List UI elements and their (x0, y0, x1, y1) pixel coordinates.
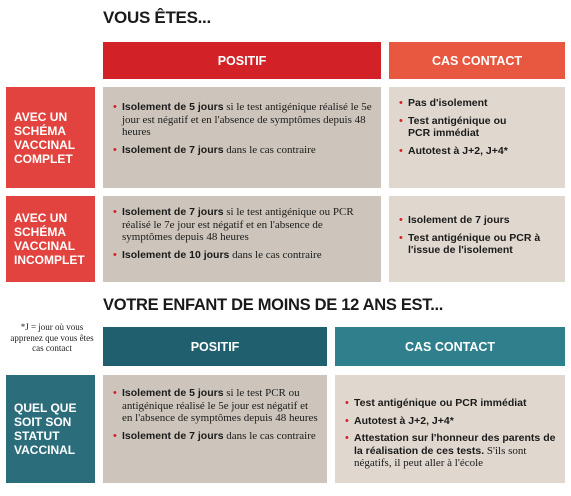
list-item: • Test antigénique ou PCR à l'issue de l'isolement (399, 232, 557, 257)
cell-positif-complet (103, 87, 381, 188)
row-label-line: STATUT (14, 429, 60, 443)
row-label-statut (6, 375, 95, 483)
list-item: • Isolement de 7 jours (399, 214, 557, 227)
row-label-line: VACCINAL (14, 137, 76, 152)
header-cas-contact-2: CAS CONTACT (335, 327, 565, 366)
header-positif-1: POSITIF (103, 42, 381, 79)
cell-contact-complet (389, 87, 565, 188)
cell-positif-incomplet (103, 196, 381, 282)
row-label-line: COMPLET (14, 151, 73, 166)
header-positif-2: POSITIF (103, 327, 327, 366)
row-label-line: AVEC UN (14, 211, 68, 225)
list-item: • Isolement de 7 jours si le test antigénique ou PCR réalisé le 7e jour est négatif et en l'absence de symptômes depuis 48 heures (113, 206, 373, 244)
row-label-incomplet (6, 196, 95, 282)
footnote: *J = jour où vous apprenez que vous êtes cas contact (10, 322, 94, 353)
list-item: • Autotest à J+2, J+4* (345, 415, 557, 428)
row-label-line: QUEL QUE (14, 401, 77, 415)
row-label-line: AVEC UN (14, 109, 68, 124)
row-label-line: SCHÉMA (14, 225, 67, 239)
list-item: • Autotest à J+2, J+4* (399, 145, 557, 158)
list-item: • Pas d'isolement (399, 97, 557, 110)
cell-contact-enfant (335, 375, 565, 483)
row-label-line: INCOMPLET (14, 253, 85, 267)
section2-title: VOTRE ENFANT DE MOINS DE 12 ANS EST... (103, 296, 444, 314)
list-item: • Isolement de 7 jours dans le cas contraire (113, 430, 319, 443)
list-item: • Isolement de 10 jours dans le cas contraire (113, 249, 373, 262)
row-label-line: SCHÉMA (14, 123, 67, 138)
list-item: • Isolement de 5 jours si le test PCR ou antigénique réalisé le 5e jour est négatif et en l'absence de symptômes depuis 48 heures (113, 387, 319, 425)
list-item: • Isolement de 5 jours si le test antigénique réalisé le 5e jour est négatif et en l'absence de symptômes depuis 48 heures (113, 101, 373, 139)
row-label-complet (6, 87, 95, 188)
list-item: • Isolement de 7 jours dans le cas contraire (113, 144, 373, 157)
section1-title: VOUS ÊTES... (103, 8, 211, 27)
list-item: • Attestation sur l'honneur des parents de la réalisation de ces tests. S'ils sont négatifs, il peut aller à l'école (345, 432, 557, 470)
cell-positif-enfant (103, 375, 327, 483)
list-item: • Test antigénique ou PCR immédiat (345, 397, 557, 410)
header-cas-contact-1: CAS CONTACT (389, 42, 565, 79)
cell-contact-incomplet (389, 196, 565, 282)
row-label-line: SOIT SON (14, 415, 72, 429)
row-label-line: VACCINAL (14, 239, 76, 253)
list-item: • Test antigénique ou PCR immédiat (399, 115, 519, 140)
row-label-line: VACCINAL (14, 443, 76, 457)
